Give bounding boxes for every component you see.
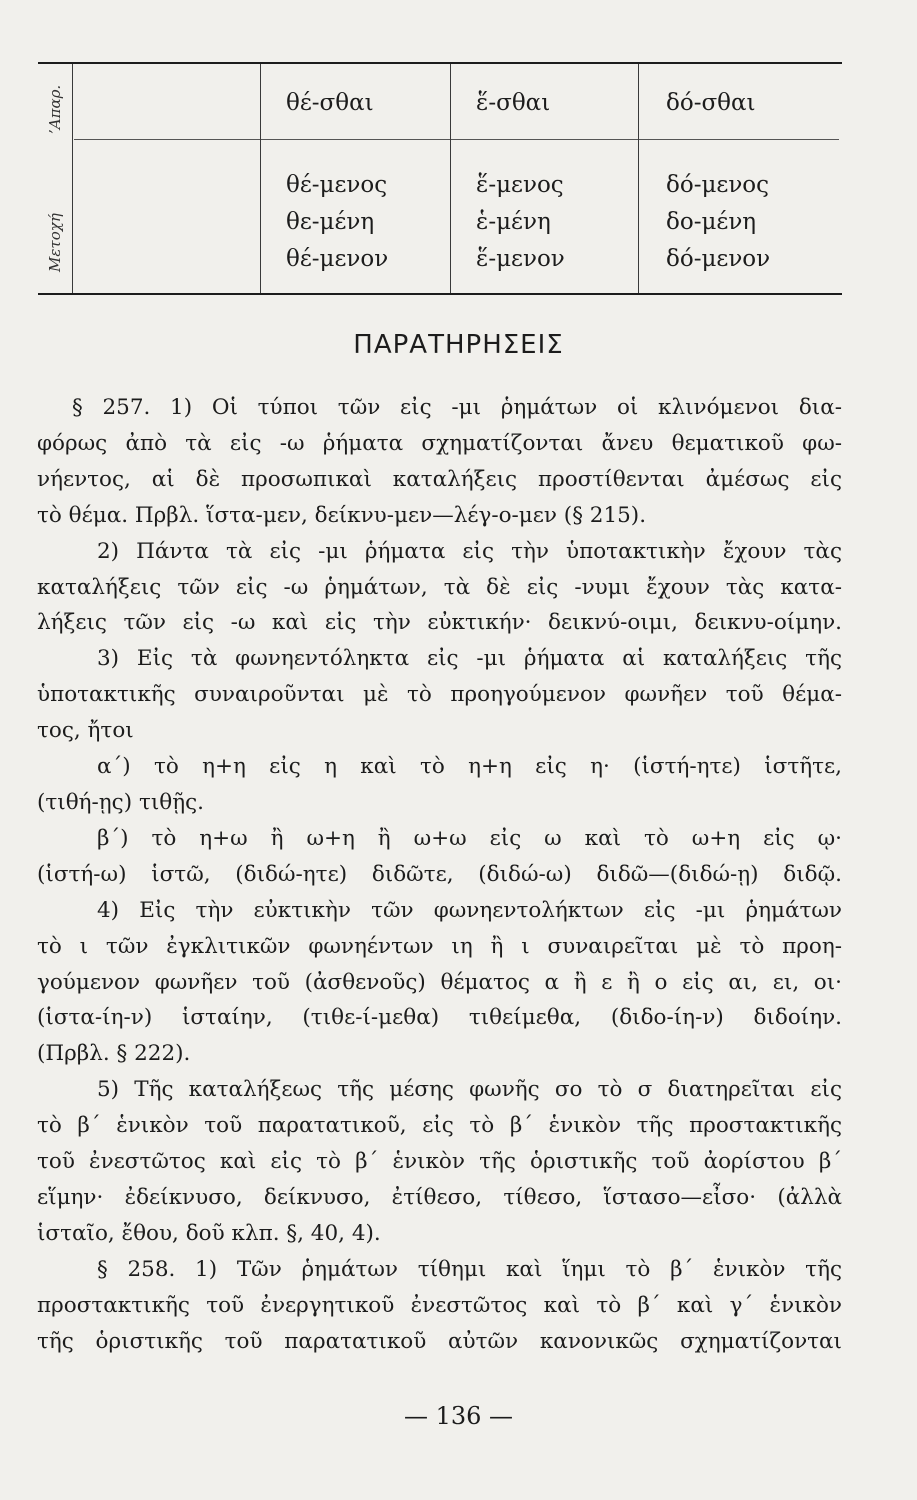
row-label-infinitive: ’Απαρ.	[46, 84, 64, 134]
text-line: νήεντος, αἱ δὲ προσωπικαὶ καταλήξεις προστίθενται ἀμέσως εἰς	[37, 466, 842, 492]
text-line: β΄) τὸ η+ω ἢ ω+η ἢ ω+ω εἰς ω καὶ τὸ ω+η εἰς ῳ·	[97, 825, 842, 851]
paragraph-257-2	[37, 534, 842, 642]
row-label-participle: Μετοχή	[46, 213, 64, 272]
text-line: ἱσταῖο, ἔθου, δοῦ κλπ. §, 40, 4).	[37, 1220, 381, 1246]
text-line: τὸ β΄ ἑνικὸν τοῦ παρατατικοῦ, εἰς τὸ β΄ ἑνικὸν τῆς προστακτικῆς	[37, 1113, 842, 1139]
text-line: (Πρβλ. § 222).	[37, 1041, 191, 1067]
text-line: τος, ἤτοι	[37, 718, 134, 744]
text-line: λήξεις τῶν εἰς -ω καὶ εἰς τὴν εὐκτικήν· δεικνύ-οιμι, δεικνυ-οίμην.	[37, 610, 842, 636]
participle-cell: ἕ-μενος	[476, 172, 564, 198]
participle-cell: δο-μένη	[666, 209, 757, 235]
text-line: 5) Τῆς καταλήξεως τῆς μέσης φωνῆς σο τὸ σ διατηρεῖται εἰς	[97, 1077, 842, 1103]
table-header-rule	[74, 139, 839, 140]
paragraph-257-3b	[37, 821, 842, 893]
text-line: τὸ θέμα. Πρβλ. ἵστα-μεν, δείκνυ-μεν—λέγ-ο-μεν (§ 215).	[37, 502, 647, 528]
participle-cell: ἑ-μένη	[476, 209, 551, 235]
paragraph-257-3	[37, 641, 842, 749]
conjugation-table	[38, 62, 842, 297]
infinitive-cell: δό-σθαι	[666, 90, 756, 116]
participle-cell: θε-μένη	[286, 209, 375, 235]
infinitive-cell: ἕ-σθαι	[476, 90, 551, 116]
text-line: τὸ ι τῶν ἐγκλιτικῶν φωνηέντων ιη ἢ ι συναιρεῖται μὲ τὸ προη-	[37, 933, 842, 959]
paragraph-258-1	[37, 1252, 842, 1360]
text-line: γούμενον φωνῆεν τοῦ (ἀσθενοῦς) θέματος α ἢ ε ἢ ο εἰς αι, ει, οι·	[37, 969, 842, 995]
text-line: § 257. 1) Οἱ τύποι τῶν εἰς -μι ῥημάτων οἱ κλινόμενοι δια-	[72, 395, 842, 420]
column-divider	[450, 64, 451, 293]
text-line: (ἱστα-ίη-ν) ἱσταίην, (τιθε-ί-μεθα) τιθείμεθα, (διδο-ίη-ν) διδοίην.	[37, 1005, 842, 1031]
text-line: (ἱστή-ω) ἱστῶ, (διδώ-ητε) διδῶτε, (διδώ-ω) διδῶ—(διδώ-ῃ) διδῷ.	[37, 861, 842, 887]
table-bottom-rule	[38, 293, 842, 295]
text-line: τῆς ὁριστικῆς τοῦ παρατατικοῦ αὐτῶν κανονικῶς σχηματίζονται	[37, 1328, 842, 1354]
body-text	[37, 390, 842, 1359]
paragraph-257-1	[37, 390, 842, 534]
text-line: α΄) τὸ η+η εἰς η καὶ τὸ η+η εἰς η· (ἱστή-ητε) ἱστῆτε,	[97, 754, 842, 780]
text-line: ὑποτακτικῆς συναιροῦνται μὲ τὸ προηγούμενον φωνῆεν τοῦ θέμα-	[37, 682, 842, 708]
text-line: εἵμην· ἐδείκνυσο, δείκνυσο, ἐτίθεσο, τίθεσο, ἵστασο—εἶσο· (ἀλλὰ	[37, 1184, 842, 1210]
column-divider	[260, 64, 261, 293]
text-line: προστακτικῆς τοῦ ἐνεργητικοῦ ἐνεστῶτος καὶ τὸ β΄ καὶ γ΄ ἑνικὸν	[37, 1292, 842, 1318]
column-divider	[638, 64, 639, 293]
paragraph-257-4	[37, 893, 842, 1073]
text-line: καταλήξεις τῶν εἰς -ω ῥημάτων, τὰ δὲ εἰς -νυμι ἔχουν τὰς κατα-	[37, 574, 842, 600]
page-number: — 136 —	[403, 1402, 514, 1430]
text-line: 3) Εἰς τὰ φωνηεντόληκτα εἰς -μι ῥήματα αἱ καταλήξεις τῆς	[97, 646, 842, 672]
participle-cell: ἕ-μενον	[476, 246, 565, 272]
text-line: τοῦ ἐνεστῶτος καὶ εἰς τὸ β΄ ἑνικὸν τῆς ὁριστικῆς τοῦ ἀορίστου β΄	[37, 1149, 842, 1175]
text-line: φόρως ἀπὸ τὰ εἰς -ω ῥήματα σχηματίζονται ἄνευ θεματικοῦ φω-	[37, 430, 842, 456]
table-top-rule	[38, 62, 842, 64]
participle-cell: θέ-μενος	[286, 172, 388, 198]
participle-cell: δό-μενος	[666, 172, 770, 198]
text-line: § 258. 1) Τῶν ῥημάτων τίθημι καὶ ἵημι τὸ β΄ ἑνικὸν τῆς	[97, 1256, 842, 1282]
text-line: 4) Εἰς τὴν εὐκτικὴν τῶν φωνηεντολήκτων εἰς -μι ῥημάτων	[97, 897, 842, 923]
section-heading: ΠΑΡΑΤΗΡΗΣΕΙΣ	[353, 330, 564, 360]
column-divider	[72, 64, 73, 293]
paragraph-257-3a	[37, 749, 842, 821]
text-line: (τιθή-ῃς) τιθῇς.	[37, 789, 204, 815]
participle-cell: δό-μενον	[666, 246, 771, 272]
infinitive-cell: θέ-σθαι	[286, 90, 374, 116]
paragraph-257-5	[37, 1072, 842, 1252]
participle-cell: θέ-μενον	[286, 246, 389, 272]
text-line: 2) Πάντα τὰ εἰς -μι ῥήματα εἰς τὴν ὑποτακτικὴν ἔχουν τὰς	[97, 538, 842, 564]
